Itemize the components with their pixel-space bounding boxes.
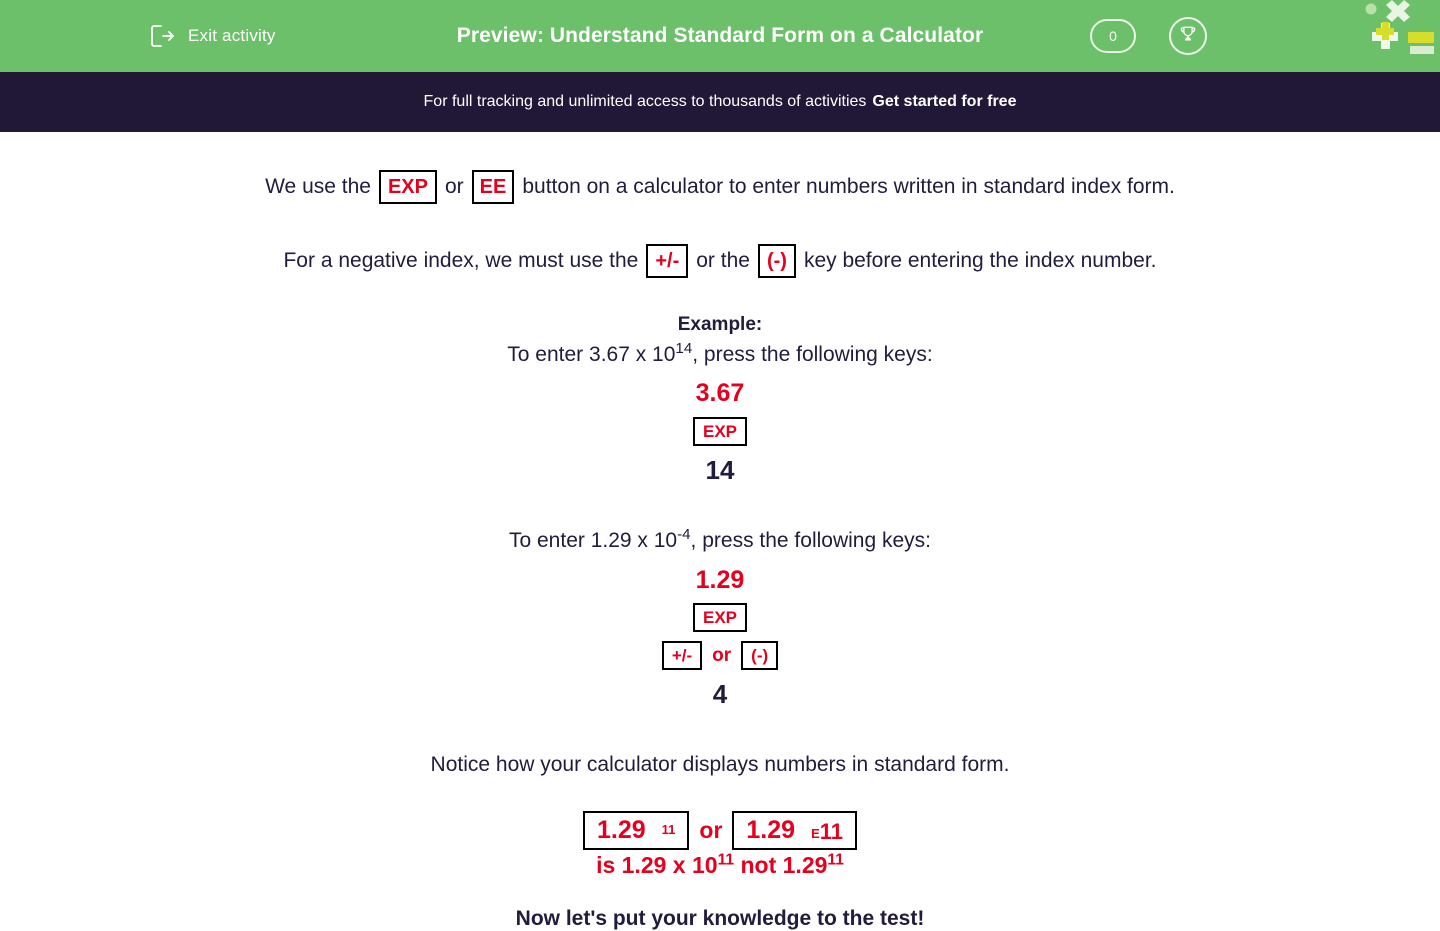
- example-2-key-row-exp: [0, 603, 1440, 632]
- activity-content: [0, 132, 1440, 930]
- decorative-shapes: [1360, 0, 1440, 60]
- key-exp-example-2: EXP: [693, 603, 747, 632]
- intro-2-mid: or the: [696, 249, 750, 273]
- key-exp-example-1: EXP: [693, 417, 747, 446]
- calculator-caption: [0, 852, 1440, 878]
- example-1-keypress-number: 3.67: [695, 379, 745, 408]
- example-2-exponent: -4: [677, 526, 691, 544]
- page-title: Preview: Understand Standard Form on a Calculator: [456, 24, 984, 47]
- calc-2-mantissa: 1.29: [746, 815, 796, 844]
- calc-2-e-mark: E: [811, 825, 820, 841]
- trophy-badge-button[interactable]: [1169, 17, 1207, 55]
- calculator-display-2: [732, 811, 857, 851]
- key-ee-inline: EE: [472, 170, 515, 204]
- intro-2-part2: key before entering the index number.: [803, 249, 1157, 273]
- example-2-prompt-pre: To enter 1.29 x 10: [508, 529, 678, 553]
- example-1-key-row: [0, 417, 1440, 446]
- calculator-display-1: [583, 811, 689, 851]
- example-1-exponent: 14: [675, 340, 693, 357]
- trophy-icon: [1178, 24, 1198, 49]
- example-1-prompt-pre: To enter 3.67 x 10: [507, 343, 676, 366]
- calc-2-exponent: 11: [819, 818, 844, 844]
- app-header: [0, 0, 1440, 72]
- key-plusminus-example-2: +/-: [662, 641, 702, 670]
- key-or-separator: or: [712, 644, 732, 666]
- intro-1-mid: or: [444, 175, 464, 199]
- caption-pre: is 1.29 x 10: [596, 852, 718, 879]
- example-heading: Example:: [677, 314, 763, 335]
- exit-activity-button[interactable]: [148, 22, 276, 50]
- key-negative-inline: (-): [758, 244, 796, 278]
- caption-sup-1: 11: [717, 851, 735, 869]
- calculator-display-row: [0, 811, 1440, 851]
- caption-sup-2: 11: [827, 851, 844, 869]
- exit-activity-label: Exit activity: [188, 26, 276, 45]
- example-block-2: [0, 528, 1440, 708]
- closing-line: Now let's put your knowledge to the test!: [515, 906, 925, 930]
- intro-line-1: [0, 170, 1440, 204]
- get-started-link[interactable]: Get started for free: [872, 93, 1017, 110]
- intro-1-part1: We use the: [265, 175, 371, 199]
- intro-1-part2: button on a calculator to enter numbers written in standard index form.: [522, 175, 1175, 199]
- notice-line: Notice how your calculator displays numbers in standard form.: [430, 752, 1010, 776]
- promo-banner: [0, 72, 1440, 132]
- key-plusminus-inline: +/-: [646, 244, 688, 278]
- intro-line-2: [0, 244, 1440, 278]
- example-1-result: 14: [705, 454, 735, 485]
- calc-or-separator: or: [699, 816, 723, 843]
- calc-1-exponent: 11: [661, 821, 676, 837]
- promo-text: For full tracking and unlimited access to thousands of activities: [423, 93, 867, 110]
- example-2-prompt-post: , press the following keys:: [690, 529, 931, 553]
- example-1-prompt-post: , press the following keys:: [692, 343, 933, 366]
- score-badge[interactable]: [1090, 19, 1136, 53]
- example-block-1: [0, 314, 1440, 484]
- example-2-key-row-sign: [0, 641, 1440, 670]
- score-value: 0: [1109, 28, 1117, 44]
- key-negative-example-2: (-): [741, 641, 778, 670]
- example-2-keypress-number: 1.29: [695, 565, 745, 594]
- example-1-prompt: [0, 342, 1440, 368]
- intro-2-part1: For a negative index, we must use the: [283, 249, 639, 273]
- example-2-prompt: [0, 528, 1440, 554]
- exit-arrow-icon: [148, 22, 176, 50]
- example-2-result: 4: [712, 679, 728, 710]
- calc-1-mantissa: 1.29: [596, 815, 646, 844]
- caption-mid: not 1.29: [734, 852, 828, 879]
- key-exp-inline: EXP: [379, 170, 437, 204]
